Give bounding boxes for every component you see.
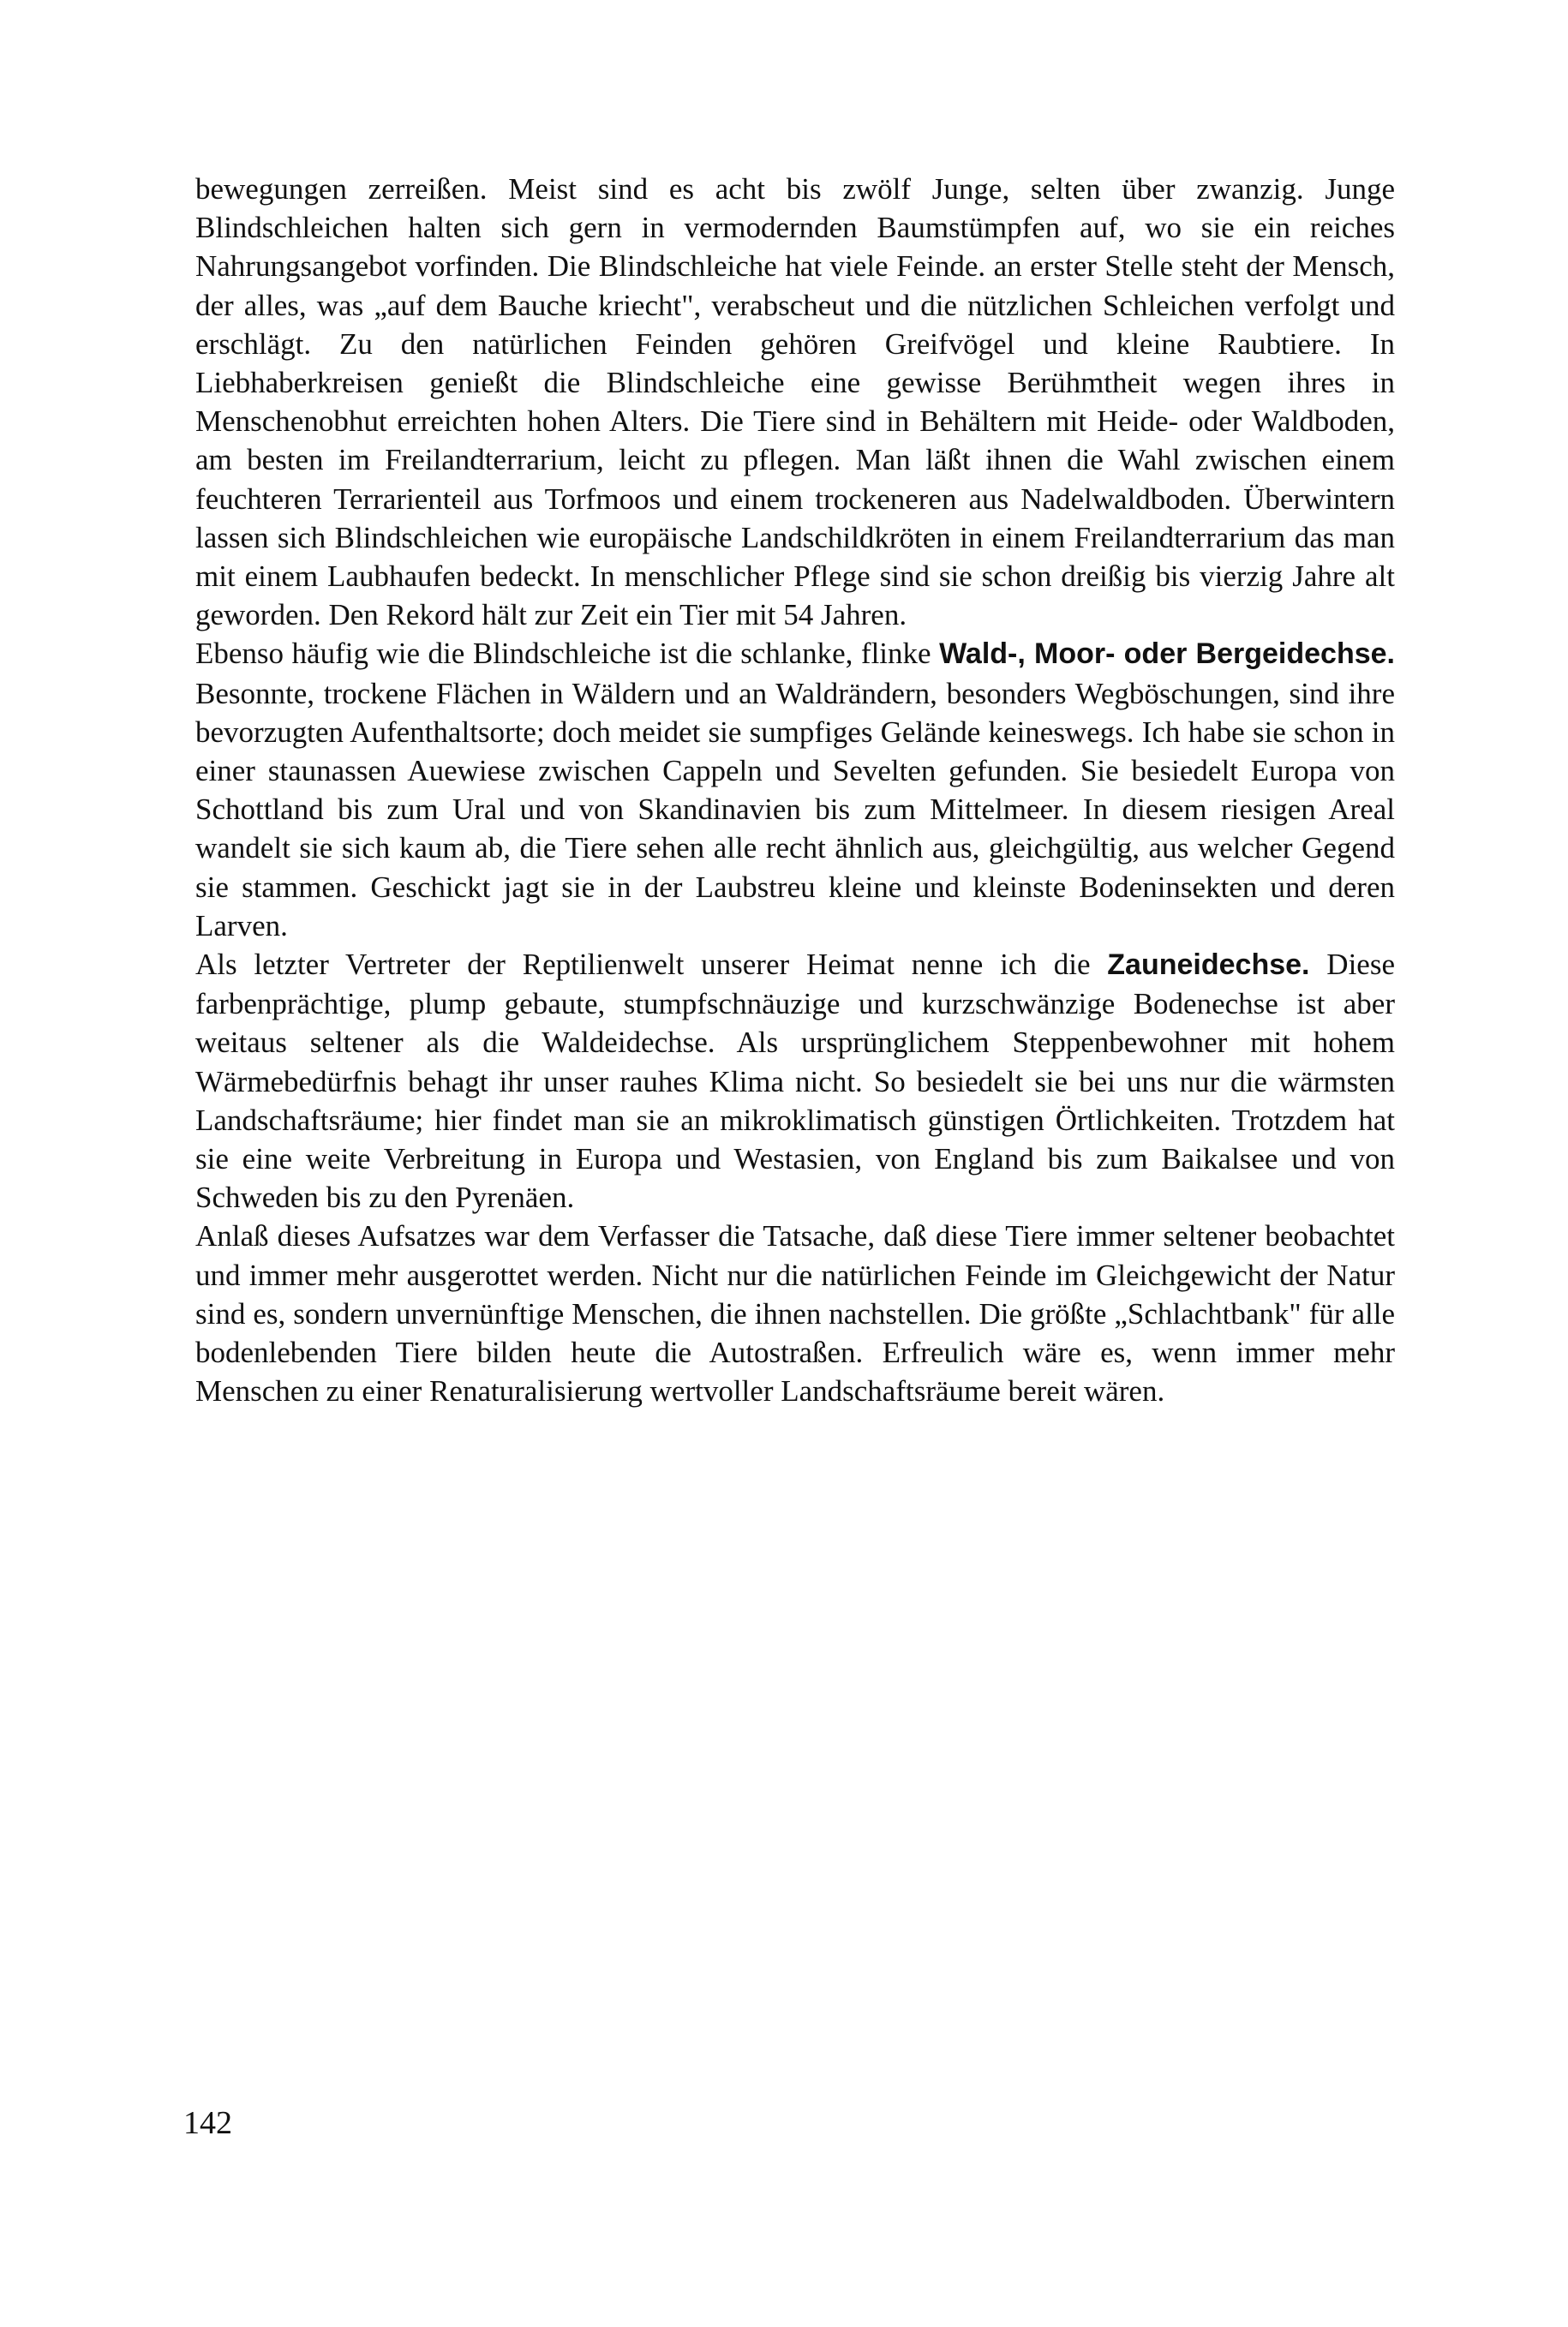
paragraph-4-text: Anlaß dieses Aufsatzes war dem Verfasser die Tatsache, daß diese Tiere immer seltener beobachtet und immer mehr ausgerottet werden. Nicht nur die natürlichen Feinde im Gleichgewicht der Natur sind es, sondern unvernünftige Menschen, die ihnen nachstellen. Die größte „Schlachtbank" für alle bodenlebenden Tiere bilden heute die Autostraßen. Erfreulich wäre es, wenn immer mehr Menschen zu einer Renaturalisierung wertvoller Landschaftsräume bereit wären.: [195, 1219, 1395, 1409]
paragraph-2-text-b: Besonnte, trockene Flächen in Wäldern und an Waldrändern, besonders Wegböschungen, sind ihre bevorzugten Aufenthaltsorte; doch meidet sie sumpfiges Gelände keineswegs. Ich habe sie schon in einer staunassen Auewiese zwischen Cappeln und Sevelten gefunden. Sie besiedelt Europa von Schottland bis zum Ural und von Skandinavien bis zum Mittelmeer. In diesem riesigen Areal wandelt sie sich kaum ab, die Tiere sehen alle recht ähnlich aus, gleichgültig, aus welcher Gegend sie stammen. Geschickt jagt sie in der Laubstreu kleine und kleinste Bodeninsekten und deren Larven.: [195, 676, 1395, 942]
page-number: 142: [183, 2105, 232, 2141]
paragraph-1-text: bewegungen zerreißen. Meist sind es acht bis zwölf Junge, selten über zwanzig. Junge Blindschleichen halten sich gern in vermodernden Baumstümpfen auf, wo sie ein reiches Nahrungsangebot vorfinden. Die Blindschleiche hat viele Feinde. an erster Stelle steht der Mensch, der alles, was „auf dem Bauche kriecht", verabscheut und die nützlichen Schleichen verfolgt und erschlägt. Zu den natürlichen Feinden gehören Greifvögel und kleine Raubtiere. In Liebhaberkreisen genießt die Blindschleiche eine gewisse Berühmtheit wegen ihres in Menschenobhut erreichten hohen Alters. Die Tiere sind in Behältern mit Heide- oder Waldboden, am besten im Freilandterrarium, leicht zu pflegen. Man läßt ihnen die Wahl zwischen einem feuchteren Terrarienteil aus Torfmoos und einem trockeneren aus Nadelwaldboden. Überwintern lassen sich Blindschleichen wie europäische Landschildkröten in einem Freilandterrarium das man mit einem Laubhaufen bedeckt. In menschlicher Pflege sind sie schon dreißig bis vierzig Jahre alt geworden. Den Rekord hält zur Zeit ein Tier mit 54 Jahren.: [195, 172, 1395, 632]
body-text: [195, 170, 1395, 1411]
paragraph-3-text-b: Diese farbenprächtige, plump gebaute, stumpfschnäuzige und kurzschwänzige Bodenechse ist aber weitaus seltener als die Waldeidechse. Als ursprünglichem Steppenbewohner mit hohem Wärmebedürfnis behagt ihr unser rauhes Klima nicht. So besiedelt sie bei uns nur die wärmsten Landschaftsräume; hier findet man sie an mikroklimatisch günstigen Örtlichkeiten. Trotzdem hat sie eine weite Verbreitung in Europa und Westasien, von England bis zum Baikalsee und von Schweden bis zu den Pyrenäen.: [195, 948, 1395, 1215]
paragraph-4: [195, 1217, 1395, 1410]
paragraph-3-bold-term: Zauneidechse.: [1107, 948, 1310, 982]
paragraph-2-text-a: Ebenso häufig wie die Blindschleiche ist die schlanke, flinke: [195, 637, 940, 671]
paragraph-3-text-a: Als letzter Vertreter der Reptilienwelt unserer Heimat nenne ich die: [195, 948, 1108, 982]
paragraph-2-bold-term: Wald-, Moor- oder Bergeidechse.: [939, 637, 1395, 671]
paragraph-1: [195, 170, 1395, 634]
paragraph-3: [195, 945, 1395, 1217]
paragraph-2: [195, 634, 1395, 945]
